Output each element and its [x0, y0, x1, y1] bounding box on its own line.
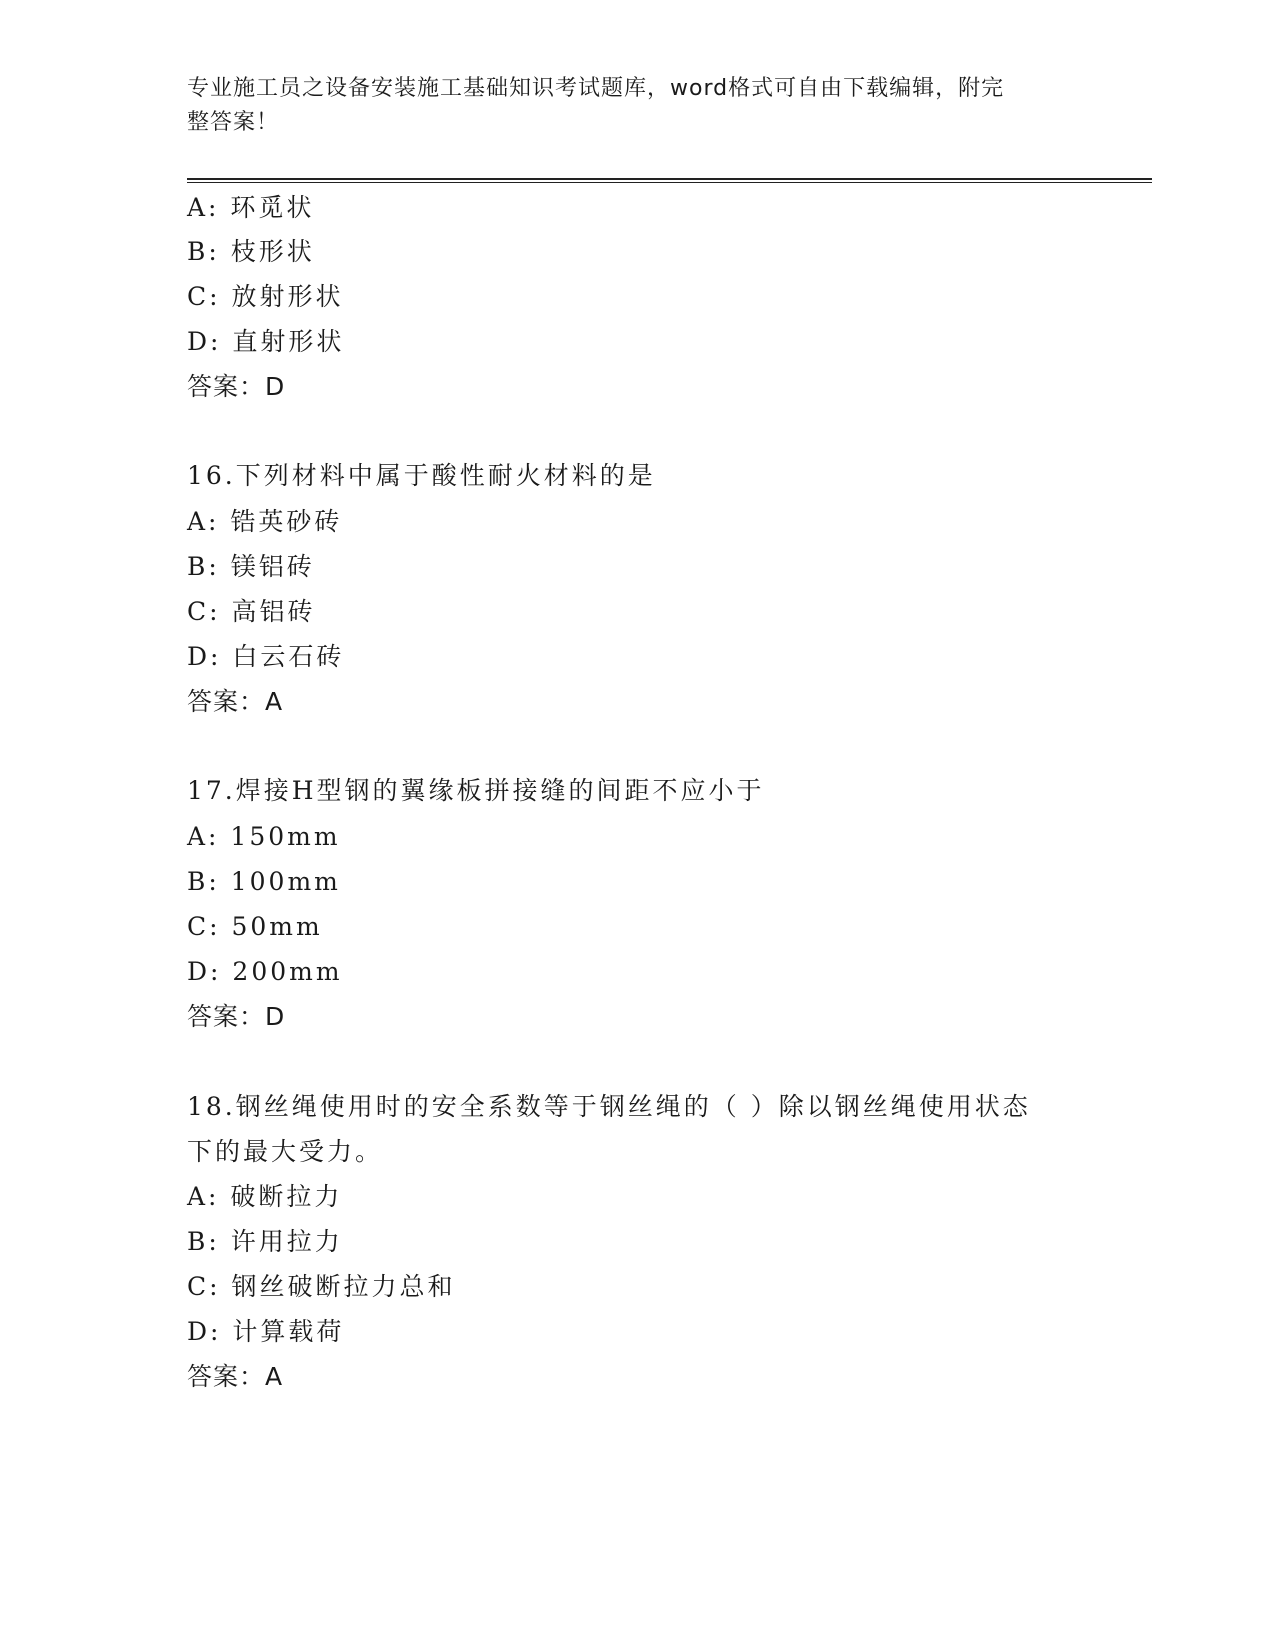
question-stem: 17.焊接H型钢的翼缘板拼接缝的间距不应小于: [187, 776, 765, 805]
option-a: A: 150mm: [187, 822, 341, 851]
option-c: C: 钢丝破断拉力总和: [187, 1272, 456, 1301]
option-d: D: 直射形状: [187, 327, 345, 356]
question-stem-line2: 下的最大受力。: [187, 1137, 384, 1166]
document-header: [187, 72, 1067, 140]
question-stem: 16.下列材料中属于酸性耐火材料的是: [187, 461, 656, 490]
option-d: D: 白云石砖: [187, 642, 345, 671]
option-d: D: 计算载荷: [187, 1317, 345, 1346]
option-a: A: 环觅状: [187, 193, 315, 222]
option-b: B: 许用拉力: [187, 1227, 343, 1256]
header-title-line1: 专业施工员之设备安装施工基础知识考试题库，word格式可自由下载编辑，附完: [187, 76, 1005, 101]
option-b: B: 枝形状: [187, 237, 315, 266]
header-divider: [187, 178, 1152, 183]
question-stem-line1: 18.钢丝绳使用时的安全系数等于钢丝绳的（ ）除以钢丝绳使用状态: [187, 1092, 1031, 1121]
answer-line: 答案：D: [187, 372, 286, 401]
option-c: C: 放射形状: [187, 282, 344, 311]
option-a: A: 破断拉力: [187, 1182, 343, 1211]
option-c: C: 高铝砖: [187, 597, 316, 626]
option-a: A: 锆英砂砖: [187, 507, 343, 536]
option-d: D: 200mm: [187, 957, 343, 986]
option-b: B: 100mm: [187, 867, 341, 896]
option-b: B: 镁铝砖: [187, 552, 315, 581]
answer-line: 答案：D: [187, 1002, 286, 1031]
header-title-line2: 整答案！: [187, 110, 280, 135]
answer-line: 答案：A: [187, 1362, 284, 1391]
option-c: C: 50mm: [187, 912, 323, 941]
answer-line: 答案：A: [187, 687, 284, 716]
